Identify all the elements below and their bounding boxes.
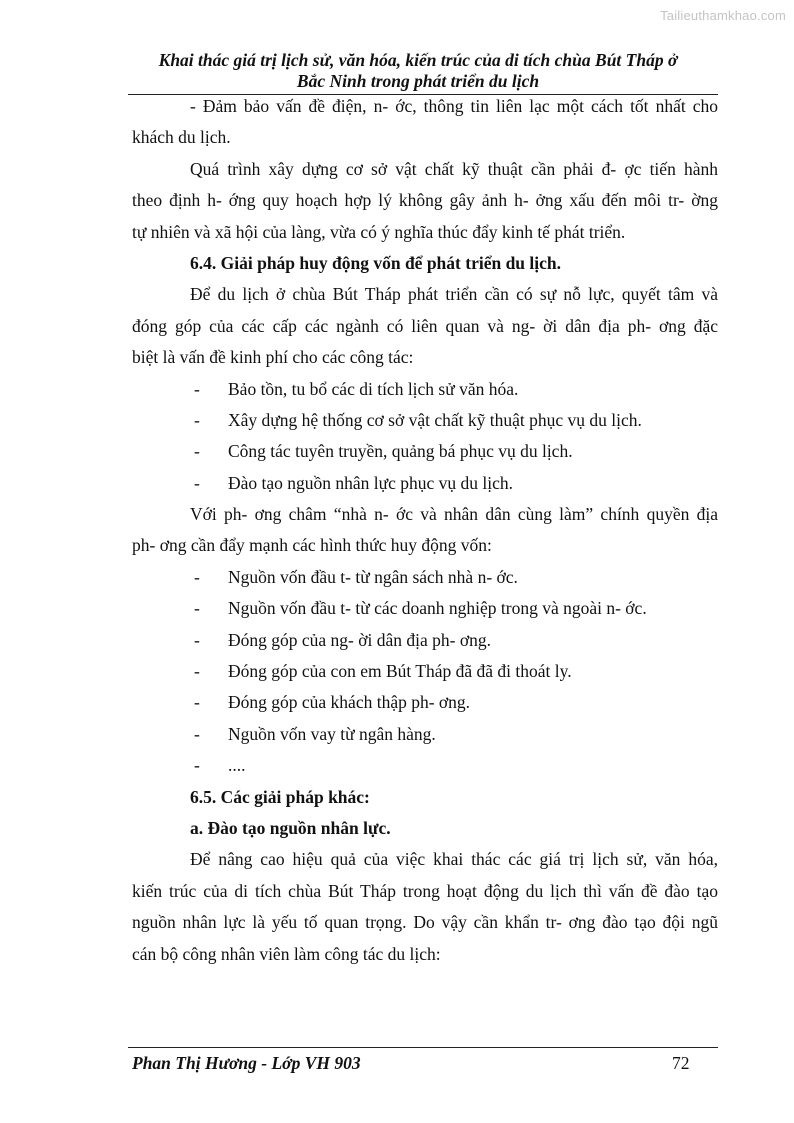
text-line: tự nhiên và xã hội của làng, vừa có ý nghĩa thúc đẩy kinh tế phát triển. bbox=[132, 221, 626, 242]
paragraph bbox=[132, 279, 718, 373]
text-line: Để nâng cao hiệu quả của việc khai thác các giá trị lịch sử, văn hóa, bbox=[190, 849, 718, 870]
text-line: cán bộ công nhân viên làm công tác du lịch: bbox=[132, 943, 441, 964]
header-line-2: Bắc Ninh trong phát triển du lịch bbox=[296, 71, 540, 91]
list-item: - Bảo tồn, tu bổ các di tích lịch sử văn hóa. bbox=[194, 378, 519, 399]
text-line: kiến trúc của di tích chùa Bút Tháp trong hoạt động du lịch thì vấn đề đào tạo bbox=[132, 880, 718, 901]
list-item: - .... bbox=[194, 755, 246, 776]
watermark: Tailieuthamkhao.com bbox=[660, 8, 786, 23]
text-line: đóng góp của các cấp các ngành có liên quan và ng- ời dân địa ph- ơng đặc bbox=[132, 315, 718, 336]
list-item: - Nguồn vốn vay từ ngân hàng. bbox=[194, 723, 436, 744]
text-line: Quá trình xây dựng cơ sở vật chất kỹ thuật cần phải đ- ợc tiến hành bbox=[190, 158, 718, 179]
paragraph bbox=[132, 844, 718, 970]
page-header bbox=[118, 50, 718, 92]
page-body bbox=[132, 91, 718, 970]
paragraph bbox=[132, 91, 718, 154]
list-item: - Nguồn vốn đầu t- từ các doanh nghiệp trong và ngoài n- ớc. bbox=[194, 598, 647, 619]
bullet-list bbox=[132, 562, 718, 782]
section-heading-6-5: 6.5. Các giải pháp khác: bbox=[190, 786, 370, 807]
text-line: biệt là vấn đề kinh phí cho các công tác: bbox=[132, 347, 414, 368]
text-line: theo định h- ớng quy hoạch hợp lý không gây ảnh h- ởng xấu đến môi tr- ờng bbox=[132, 190, 718, 211]
paragraph bbox=[132, 499, 718, 562]
text-line: Để du lịch ở chùa Bút Tháp phát triển cần có sự nỗ lực, quyết tâm và bbox=[190, 284, 718, 305]
header-line-1: Khai thác giá trị lịch sử, văn hóa, kiến trúc của di tích chùa Bút Tháp ở bbox=[158, 50, 678, 70]
list-item: - Đóng góp của con em Bút Tháp đã đã đi thoát ly. bbox=[194, 661, 572, 682]
section-heading-6-4: 6.4. Giải pháp huy động vốn để phát triển du lịch. bbox=[190, 252, 562, 273]
subsection-heading-a: a. Đào tạo nguồn nhân lực. bbox=[190, 817, 391, 838]
list-item: - Xây dựng hệ thống cơ sở vật chất kỹ thuật phục vụ du lịch. bbox=[194, 409, 642, 430]
list-item: - Công tác tuyên truyền, quảng bá phục vụ du lịch. bbox=[194, 441, 573, 462]
text-line: Với ph- ơng châm “nhà n- ớc và nhân dân cùng làm” chính quyền địa bbox=[190, 504, 718, 525]
bullet-list bbox=[132, 374, 718, 500]
text-line: ph- ơng cần đẩy mạnh các hình thức huy động vốn: bbox=[132, 535, 492, 556]
list-item: - Đào tạo nguồn nhân lực phục vụ du lịch. bbox=[194, 472, 514, 493]
footer-rule bbox=[128, 1047, 718, 1048]
list-item: - Đóng góp của khách thập ph- ơng. bbox=[194, 692, 471, 713]
text-line: - Đảm bảo vấn đề điện, n- ớc, thông tin liên lạc một cách tốt nhất cho bbox=[190, 96, 718, 116]
text-line: nguồn nhân lực là yếu tố quan trọng. Do vậy cần khẩn tr- ơng đào tạo đội ngũ bbox=[132, 912, 718, 933]
list-item: - Nguồn vốn đầu t- từ ngân sách nhà n- ớc. bbox=[194, 566, 518, 587]
list-item: - Đóng góp của ng- ời dân địa ph- ơng. bbox=[194, 629, 491, 650]
footer-author: Phan Thị Hương - Lớp VH 903 bbox=[132, 1053, 361, 1073]
paragraph bbox=[132, 154, 718, 248]
page-number: 72 bbox=[672, 1053, 690, 1073]
text-line: khách du lịch. bbox=[132, 127, 231, 148]
